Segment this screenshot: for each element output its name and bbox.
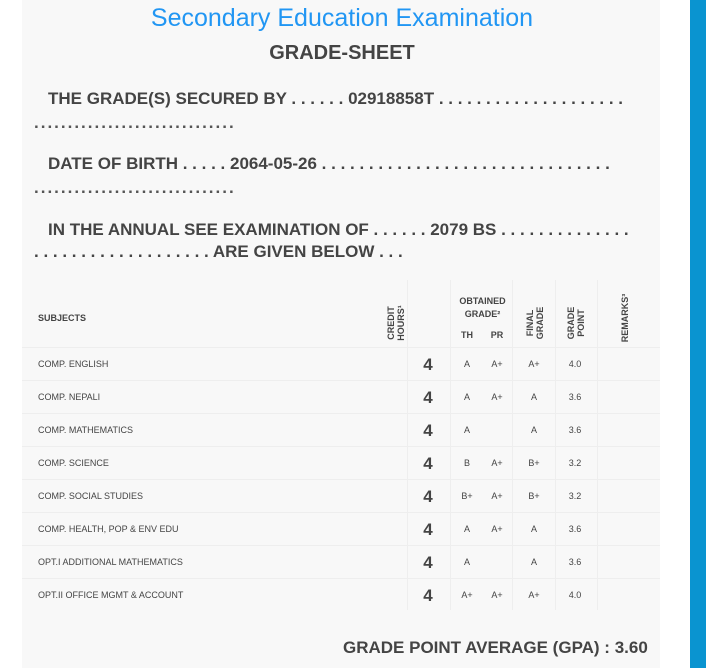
credit-hours-cell: 4 <box>423 388 433 407</box>
final-grade-cell: A <box>530 557 537 567</box>
grade-point-cell: 4.0 <box>568 359 582 369</box>
credit-hours-cell: 4 <box>423 355 433 374</box>
th-grade-cell: A <box>463 392 470 402</box>
symbol-number: 02918858T <box>348 89 435 108</box>
dots: .............................. <box>34 178 236 197</box>
secured-by-line: THE GRADE(S) SECURED BY . . . . . . 02918858T . . . . . . . . . . . . . . . . . . . . <box>48 89 624 108</box>
subject-cell: OPT.I ADDITIONAL MATHEMATICS <box>38 557 183 567</box>
exam-year: 2079 BS <box>430 220 497 239</box>
th-grade-cell: A <box>463 524 470 534</box>
final-grade-cell: B+ <box>528 491 540 501</box>
header-subjects: SUBJECTS <box>38 313 87 323</box>
gpa-summary: GRADE POINT AVERAGE (GPA) : 3.60 <box>343 638 648 657</box>
grade-sheet-heading: GRADE-SHEET <box>269 42 415 64</box>
final-grade-cell: A+ <box>528 590 540 600</box>
subject-cell: COMP. SOCIAL STUDIES <box>38 491 144 501</box>
pr-grade-cell: A+ <box>491 491 503 501</box>
final-grade-cell: A <box>530 392 537 402</box>
grade-point-cell: 3.6 <box>568 557 582 567</box>
given-below-line: . . . . . . . . . . . . . . . . . . . ARE GIVEN BELOW . . . <box>34 242 403 261</box>
page-title: Secondary Education Examination <box>150 4 534 32</box>
dots: .............................. <box>34 113 236 132</box>
header-pr: PR <box>490 330 504 340</box>
pr-grade-cell: A+ <box>491 392 503 402</box>
subject-cell: COMP. MATHEMATICS <box>38 425 134 435</box>
dob-value: 2064-05-26 <box>229 154 317 173</box>
table-row <box>22 380 660 414</box>
pr-grade-cell <box>489 546 505 579</box>
pr-grade-cell <box>489 414 505 447</box>
final-grade-cell: A <box>530 425 537 435</box>
header-credit-hours: CREDIT HOURS¹ <box>386 305 406 341</box>
subject-cell: COMP. SCIENCE <box>38 458 109 468</box>
given-below: ARE GIVEN BELOW . . . <box>212 242 403 261</box>
scrollbar[interactable] <box>690 0 706 668</box>
final-grade-cell: A <box>530 524 537 534</box>
header-th: TH <box>461 330 473 340</box>
credit-hours-cell: 4 <box>423 487 433 506</box>
secured-by-label: THE GRADE(S) SECURED BY <box>48 89 287 108</box>
table-row <box>22 545 660 579</box>
th-grade-cell: B <box>463 458 470 468</box>
grade-point-cell: 3.6 <box>568 425 582 435</box>
final-grade-cell: B+ <box>528 458 540 468</box>
exam-label: IN THE ANNUAL SEE EXAMINATION OF <box>48 220 369 239</box>
dob-label: DATE OF BIRTH <box>48 154 179 173</box>
pr-grade-cell: A+ <box>491 458 503 468</box>
final-grade-cell: A+ <box>528 359 540 369</box>
subject-cell: COMP. NEPALI <box>38 392 101 402</box>
th-grade-cell: B+ <box>461 491 473 501</box>
table-row <box>22 479 660 513</box>
credit-hours-cell: 4 <box>423 520 433 539</box>
pr-grade-cell: A+ <box>491 590 503 600</box>
table-row <box>22 578 660 612</box>
table-row <box>22 446 660 480</box>
pr-grade-cell: A+ <box>491 524 503 534</box>
credit-hours-cell: 4 <box>423 586 433 605</box>
subject-cell: OPT.II OFFICE MGMT & ACCOUNT <box>38 590 184 600</box>
th-grade-cell: A <box>463 425 470 435</box>
dob-line: DATE OF BIRTH . . . . . 2064-05-26 . . . . . . . . . . . . . . . . . . . . . . . . . . . . . . . <box>48 154 610 173</box>
grade-point-cell: 3.2 <box>568 491 582 501</box>
grade-point-cell: 3.6 <box>568 392 582 402</box>
header-final-grade: FINAL GRADE <box>525 306 545 340</box>
credit-hours-cell: 4 <box>423 454 433 473</box>
grade-point-cell: 4.0 <box>568 590 582 600</box>
th-grade-cell: A+ <box>461 590 473 600</box>
table-row <box>22 347 660 381</box>
header-obtained-grade: OBTAINED GRADE² <box>459 296 506 319</box>
th-grade-cell: A <box>463 557 470 567</box>
pr-grade-cell: A+ <box>491 359 503 369</box>
subject-cell: COMP. HEALTH, POP & ENV EDU <box>38 524 179 534</box>
subject-cell: COMP. ENGLISH <box>38 359 109 369</box>
table-row <box>22 413 660 447</box>
grade-point-cell: 3.6 <box>568 524 582 534</box>
th-grade-cell: A <box>463 359 470 369</box>
grade-point-cell: 3.2 <box>568 458 582 468</box>
header-remarks: REMARKS³ <box>620 293 630 343</box>
credit-hours-cell: 4 <box>423 421 433 440</box>
exam-line: IN THE ANNUAL SEE EXAMINATION OF . . . . . . 2079 BS . . . . . . . . . . . . . . <box>48 220 629 239</box>
credit-hours-cell: 4 <box>423 553 433 572</box>
header-grade-point: GRADE POINT <box>566 306 586 340</box>
table-row <box>22 512 660 546</box>
